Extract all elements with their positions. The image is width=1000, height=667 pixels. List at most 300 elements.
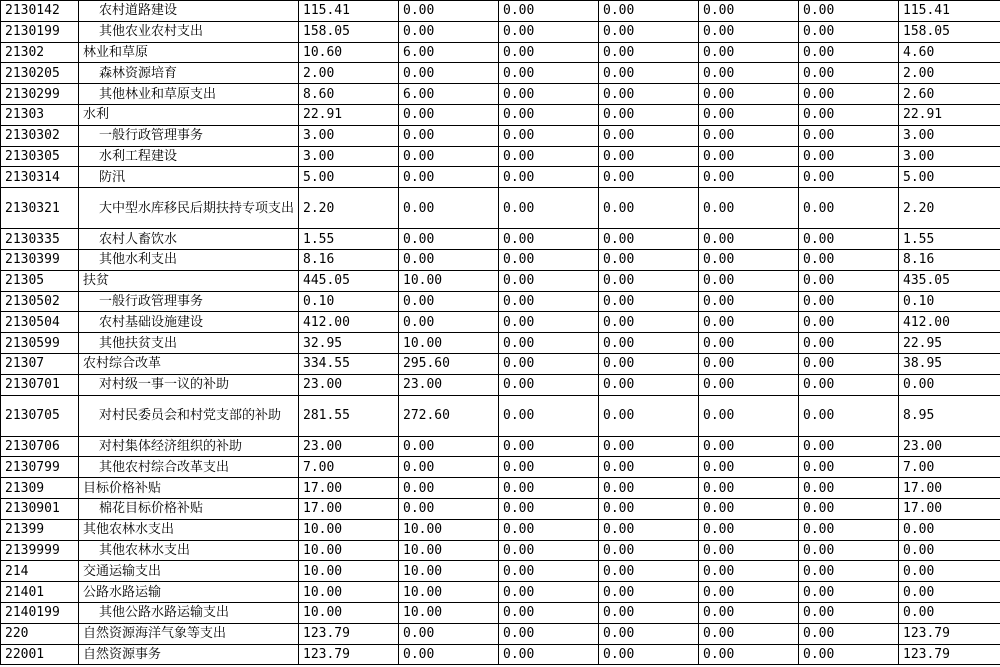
subject-code-cell: 2130302 xyxy=(1,125,79,146)
amount-cell: 0.00 xyxy=(699,125,799,146)
amount-cell: 0.00 xyxy=(499,540,599,561)
amount-cell: 0.00 xyxy=(699,249,799,270)
table-row xyxy=(1,498,1000,519)
amount-cell: 0.00 xyxy=(699,457,799,478)
table-row xyxy=(1,42,1000,63)
subject-code-cell: 2130299 xyxy=(1,84,79,105)
table-row xyxy=(1,21,1000,42)
amount-cell: 0.00 xyxy=(799,125,899,146)
amount-cell: 0.00 xyxy=(699,395,799,436)
table-row xyxy=(1,644,1000,665)
amount-cell: 38.95 xyxy=(899,353,1000,374)
subject-name-cell: 目标价格补贴 xyxy=(79,478,299,499)
amount-cell: 0.00 xyxy=(699,582,799,603)
table-row xyxy=(1,188,1000,229)
amount-cell: 7.00 xyxy=(899,457,1000,478)
amount-cell: 8.16 xyxy=(299,249,399,270)
amount-cell: 0.00 xyxy=(599,623,699,644)
amount-cell: 0.00 xyxy=(699,333,799,354)
subject-name-cell: 其他农林水支出 xyxy=(79,540,299,561)
amount-cell: 0.00 xyxy=(699,21,799,42)
amount-cell: 0.10 xyxy=(899,291,1000,312)
amount-cell: 22.91 xyxy=(299,104,399,125)
amount-cell: 10.00 xyxy=(299,582,399,603)
subject-name-cell: 一般行政管理事务 xyxy=(79,291,299,312)
amount-cell: 0.00 xyxy=(799,602,899,623)
amount-cell: 0.00 xyxy=(699,519,799,540)
amount-cell: 0.00 xyxy=(499,519,599,540)
amount-cell: 23.00 xyxy=(899,436,1000,457)
subject-code-cell: 21305 xyxy=(1,270,79,291)
amount-cell: 0.00 xyxy=(599,21,699,42)
amount-cell: 0.00 xyxy=(399,478,499,499)
amount-cell: 0.00 xyxy=(599,1,699,22)
subject-name-cell: 棉花目标价格补贴 xyxy=(79,498,299,519)
amount-cell: 0.00 xyxy=(599,436,699,457)
subject-name-cell: 公路水路运输 xyxy=(79,582,299,603)
table-row xyxy=(1,104,1000,125)
subject-name-cell: 森林资源培育 xyxy=(79,63,299,84)
amount-cell: 0.00 xyxy=(599,188,699,229)
amount-cell: 0.00 xyxy=(699,540,799,561)
amount-cell: 0.00 xyxy=(899,582,1000,603)
amount-cell: 0.00 xyxy=(799,623,899,644)
amount-cell: 0.00 xyxy=(499,229,599,250)
subject-name-cell: 水利工程建设 xyxy=(79,146,299,167)
table-row xyxy=(1,63,1000,84)
table-row xyxy=(1,146,1000,167)
amount-cell: 17.00 xyxy=(299,478,399,499)
amount-cell: 32.95 xyxy=(299,333,399,354)
amount-cell: 10.00 xyxy=(399,602,499,623)
amount-cell: 0.00 xyxy=(599,333,699,354)
subject-code-cell: 2130799 xyxy=(1,457,79,478)
amount-cell: 0.00 xyxy=(599,104,699,125)
amount-cell: 334.55 xyxy=(299,353,399,374)
table-row xyxy=(1,353,1000,374)
subject-name-cell: 对村集体经济组织的补助 xyxy=(79,436,299,457)
amount-cell: 0.00 xyxy=(399,498,499,519)
amount-cell: 0.00 xyxy=(899,540,1000,561)
amount-cell: 0.00 xyxy=(399,104,499,125)
amount-cell: 0.00 xyxy=(499,623,599,644)
amount-cell: 0.00 xyxy=(499,125,599,146)
amount-cell: 0.00 xyxy=(399,167,499,188)
amount-cell: 0.00 xyxy=(499,374,599,395)
amount-cell: 6.00 xyxy=(399,42,499,63)
table-row xyxy=(1,84,1000,105)
amount-cell: 17.00 xyxy=(899,498,1000,519)
amount-cell: 10.00 xyxy=(299,540,399,561)
amount-cell: 0.00 xyxy=(599,602,699,623)
amount-cell: 0.00 xyxy=(799,84,899,105)
amount-cell: 0.00 xyxy=(499,561,599,582)
amount-cell: 22.91 xyxy=(899,104,1000,125)
subject-code-cell: 2130321 xyxy=(1,188,79,229)
amount-cell: 0.00 xyxy=(699,104,799,125)
amount-cell: 0.00 xyxy=(899,374,1000,395)
amount-cell: 0.00 xyxy=(599,270,699,291)
amount-cell: 272.60 xyxy=(399,395,499,436)
amount-cell: 10.00 xyxy=(399,540,499,561)
amount-cell: 0.00 xyxy=(599,63,699,84)
amount-cell: 1.55 xyxy=(899,229,1000,250)
amount-cell: 0.00 xyxy=(799,498,899,519)
amount-cell: 0.00 xyxy=(499,188,599,229)
subject-name-cell: 其他扶贫支出 xyxy=(79,333,299,354)
amount-cell: 0.00 xyxy=(799,644,899,665)
amount-cell: 412.00 xyxy=(299,312,399,333)
amount-cell: 0.00 xyxy=(699,291,799,312)
amount-cell: 0.00 xyxy=(799,374,899,395)
amount-cell: 17.00 xyxy=(899,478,1000,499)
amount-cell: 445.05 xyxy=(299,270,399,291)
amount-cell: 0.00 xyxy=(499,498,599,519)
amount-cell: 7.00 xyxy=(299,457,399,478)
amount-cell: 0.00 xyxy=(699,270,799,291)
amount-cell: 0.00 xyxy=(799,519,899,540)
amount-cell: 0.00 xyxy=(499,333,599,354)
amount-cell: 0.00 xyxy=(499,167,599,188)
subject-code-cell: 21307 xyxy=(1,353,79,374)
amount-cell: 0.00 xyxy=(499,84,599,105)
amount-cell: 0.00 xyxy=(599,457,699,478)
subject-name-cell: 自然资源海洋气象等支出 xyxy=(79,623,299,644)
subject-name-cell: 对村级一事一议的补助 xyxy=(79,374,299,395)
amount-cell: 0.00 xyxy=(799,188,899,229)
amount-cell: 0.00 xyxy=(599,229,699,250)
amount-cell: 0.00 xyxy=(399,188,499,229)
amount-cell: 0.00 xyxy=(599,312,699,333)
subject-code-cell: 2140199 xyxy=(1,602,79,623)
amount-cell: 0.00 xyxy=(799,270,899,291)
amount-cell: 123.79 xyxy=(899,623,1000,644)
amount-cell: 3.00 xyxy=(899,125,1000,146)
amount-cell: 0.00 xyxy=(699,84,799,105)
amount-cell: 0.00 xyxy=(899,561,1000,582)
table-row xyxy=(1,602,1000,623)
amount-cell: 0.00 xyxy=(399,644,499,665)
subject-code-cell: 2139999 xyxy=(1,540,79,561)
amount-cell: 0.00 xyxy=(799,146,899,167)
table-row xyxy=(1,623,1000,644)
amount-cell: 0.00 xyxy=(799,291,899,312)
amount-cell: 17.00 xyxy=(299,498,399,519)
amount-cell: 0.00 xyxy=(599,146,699,167)
table-row xyxy=(1,395,1000,436)
amount-cell: 0.00 xyxy=(799,540,899,561)
table-row xyxy=(1,291,1000,312)
amount-cell: 10.00 xyxy=(399,582,499,603)
table-row xyxy=(1,540,1000,561)
amount-cell: 0.00 xyxy=(599,167,699,188)
table-row xyxy=(1,374,1000,395)
amount-cell: 0.00 xyxy=(399,1,499,22)
subject-code-cell: 2130205 xyxy=(1,63,79,84)
amount-cell: 0.00 xyxy=(499,249,599,270)
amount-cell: 0.00 xyxy=(699,1,799,22)
amount-cell: 0.00 xyxy=(499,644,599,665)
amount-cell: 3.00 xyxy=(299,125,399,146)
amount-cell: 10.00 xyxy=(399,561,499,582)
amount-cell: 0.00 xyxy=(499,312,599,333)
table-row xyxy=(1,125,1000,146)
amount-cell: 0.00 xyxy=(499,436,599,457)
amount-cell: 0.00 xyxy=(399,249,499,270)
table-row xyxy=(1,436,1000,457)
subject-code-cell: 21302 xyxy=(1,42,79,63)
subject-name-cell: 其他公路水路运输支出 xyxy=(79,602,299,623)
subject-name-cell: 其他农林水支出 xyxy=(79,519,299,540)
table-row xyxy=(1,519,1000,540)
amount-cell: 3.00 xyxy=(899,146,1000,167)
amount-cell: 0.00 xyxy=(799,104,899,125)
amount-cell: 0.00 xyxy=(799,436,899,457)
amount-cell: 0.00 xyxy=(599,291,699,312)
amount-cell: 22.95 xyxy=(899,333,1000,354)
subject-code-cell: 2130901 xyxy=(1,498,79,519)
amount-cell: 2.00 xyxy=(299,63,399,84)
amount-cell: 0.00 xyxy=(799,229,899,250)
amount-cell: 0.00 xyxy=(399,312,499,333)
amount-cell: 0.00 xyxy=(699,623,799,644)
amount-cell: 0.00 xyxy=(499,395,599,436)
amount-cell: 0.00 xyxy=(499,1,599,22)
amount-cell: 0.00 xyxy=(799,21,899,42)
amount-cell: 8.16 xyxy=(899,249,1000,270)
amount-cell: 0.10 xyxy=(299,291,399,312)
amount-cell: 0.00 xyxy=(599,42,699,63)
amount-cell: 0.00 xyxy=(399,229,499,250)
amount-cell: 0.00 xyxy=(699,602,799,623)
subject-code-cell: 2130706 xyxy=(1,436,79,457)
amount-cell: 0.00 xyxy=(499,21,599,42)
amount-cell: 281.55 xyxy=(299,395,399,436)
subject-name-cell: 对村民委员会和村党支部的补助 xyxy=(79,395,299,436)
amount-cell: 0.00 xyxy=(499,42,599,63)
table-row xyxy=(1,229,1000,250)
amount-cell: 0.00 xyxy=(499,146,599,167)
amount-cell: 0.00 xyxy=(799,312,899,333)
amount-cell: 0.00 xyxy=(499,602,599,623)
amount-cell: 0.00 xyxy=(699,167,799,188)
subject-code-cell: 2130705 xyxy=(1,395,79,436)
amount-cell: 0.00 xyxy=(799,353,899,374)
amount-cell: 4.60 xyxy=(899,42,1000,63)
amount-cell: 0.00 xyxy=(599,644,699,665)
table-row xyxy=(1,270,1000,291)
table-row xyxy=(1,1,1000,22)
amount-cell: 3.00 xyxy=(299,146,399,167)
amount-cell: 0.00 xyxy=(599,582,699,603)
amount-cell: 0.00 xyxy=(799,63,899,84)
amount-cell: 0.00 xyxy=(399,436,499,457)
amount-cell: 0.00 xyxy=(399,291,499,312)
amount-cell: 0.00 xyxy=(799,42,899,63)
subject-name-cell: 水利 xyxy=(79,104,299,125)
subject-name-cell: 其他农业农村支出 xyxy=(79,21,299,42)
amount-cell: 115.41 xyxy=(299,1,399,22)
amount-cell: 0.00 xyxy=(499,291,599,312)
amount-cell: 0.00 xyxy=(799,167,899,188)
amount-cell: 0.00 xyxy=(599,395,699,436)
amount-cell: 0.00 xyxy=(599,540,699,561)
amount-cell: 8.60 xyxy=(299,84,399,105)
amount-cell: 10.00 xyxy=(299,519,399,540)
subject-name-cell: 农村道路建设 xyxy=(79,1,299,22)
amount-cell: 0.00 xyxy=(799,457,899,478)
subject-code-cell: 21303 xyxy=(1,104,79,125)
subject-code-cell: 2130142 xyxy=(1,1,79,22)
amount-cell: 10.60 xyxy=(299,42,399,63)
subject-name-cell: 农村人畜饮水 xyxy=(79,229,299,250)
subject-code-cell: 2130305 xyxy=(1,146,79,167)
subject-code-cell: 21399 xyxy=(1,519,79,540)
amount-cell: 0.00 xyxy=(399,146,499,167)
amount-cell: 0.00 xyxy=(699,42,799,63)
amount-cell: 115.41 xyxy=(899,1,1000,22)
amount-cell: 10.00 xyxy=(299,602,399,623)
table-row xyxy=(1,312,1000,333)
subject-code-cell: 22001 xyxy=(1,644,79,665)
amount-cell: 23.00 xyxy=(299,436,399,457)
subject-name-cell: 防汛 xyxy=(79,167,299,188)
amount-cell: 123.79 xyxy=(299,623,399,644)
table-row xyxy=(1,333,1000,354)
table-row xyxy=(1,478,1000,499)
amount-cell: 0.00 xyxy=(399,125,499,146)
amount-cell: 0.00 xyxy=(599,353,699,374)
amount-cell: 0.00 xyxy=(799,478,899,499)
amount-cell: 0.00 xyxy=(799,333,899,354)
subject-name-cell: 交通运输支出 xyxy=(79,561,299,582)
amount-cell: 0.00 xyxy=(699,561,799,582)
amount-cell: 0.00 xyxy=(499,270,599,291)
subject-code-cell: 21309 xyxy=(1,478,79,499)
amount-cell: 0.00 xyxy=(599,84,699,105)
amount-cell: 10.00 xyxy=(299,561,399,582)
amount-cell: 295.60 xyxy=(399,353,499,374)
amount-cell: 1.55 xyxy=(299,229,399,250)
amount-cell: 0.00 xyxy=(499,63,599,84)
amount-cell: 23.00 xyxy=(299,374,399,395)
amount-cell: 2.00 xyxy=(899,63,1000,84)
subject-name-cell: 一般行政管理事务 xyxy=(79,125,299,146)
amount-cell: 0.00 xyxy=(799,582,899,603)
amount-cell: 10.00 xyxy=(399,519,499,540)
amount-cell: 0.00 xyxy=(599,478,699,499)
amount-cell: 2.20 xyxy=(899,188,1000,229)
amount-cell: 0.00 xyxy=(699,63,799,84)
amount-cell: 0.00 xyxy=(499,457,599,478)
amount-cell: 0.00 xyxy=(399,457,499,478)
subject-code-cell: 2130399 xyxy=(1,249,79,270)
amount-cell: 5.00 xyxy=(899,167,1000,188)
amount-cell: 0.00 xyxy=(499,478,599,499)
amount-cell: 0.00 xyxy=(699,478,799,499)
amount-cell: 5.00 xyxy=(299,167,399,188)
table-row xyxy=(1,561,1000,582)
amount-cell: 0.00 xyxy=(699,146,799,167)
amount-cell: 0.00 xyxy=(799,561,899,582)
subject-code-cell: 2130504 xyxy=(1,312,79,333)
amount-cell: 0.00 xyxy=(899,519,1000,540)
amount-cell: 0.00 xyxy=(599,561,699,582)
subject-code-cell: 2130335 xyxy=(1,229,79,250)
amount-cell: 0.00 xyxy=(699,188,799,229)
amount-cell: 0.00 xyxy=(699,644,799,665)
subject-code-cell: 2130199 xyxy=(1,21,79,42)
table-row xyxy=(1,582,1000,603)
subject-name-cell: 其他农村综合改革支出 xyxy=(79,457,299,478)
amount-cell: 6.00 xyxy=(399,84,499,105)
subject-code-cell: 220 xyxy=(1,623,79,644)
amount-cell: 0.00 xyxy=(599,125,699,146)
amount-cell: 0.00 xyxy=(699,498,799,519)
amount-cell: 0.00 xyxy=(499,582,599,603)
amount-cell: 0.00 xyxy=(699,353,799,374)
subject-name-cell: 林业和草原 xyxy=(79,42,299,63)
table-body xyxy=(1,1,1000,665)
amount-cell: 2.60 xyxy=(899,84,1000,105)
amount-cell: 0.00 xyxy=(799,395,899,436)
amount-cell: 2.20 xyxy=(299,188,399,229)
amount-cell: 123.79 xyxy=(299,644,399,665)
amount-cell: 0.00 xyxy=(499,104,599,125)
table-row xyxy=(1,249,1000,270)
amount-cell: 158.05 xyxy=(299,21,399,42)
amount-cell: 23.00 xyxy=(399,374,499,395)
amount-cell: 435.05 xyxy=(899,270,1000,291)
subject-name-cell: 扶贫 xyxy=(79,270,299,291)
amount-cell: 0.00 xyxy=(899,602,1000,623)
subject-name-cell: 农村基础设施建设 xyxy=(79,312,299,333)
table-row xyxy=(1,167,1000,188)
subject-name-cell: 自然资源事务 xyxy=(79,644,299,665)
amount-cell: 0.00 xyxy=(599,498,699,519)
subject-code-cell: 21401 xyxy=(1,582,79,603)
amount-cell: 158.05 xyxy=(899,21,1000,42)
amount-cell: 0.00 xyxy=(499,353,599,374)
table-row xyxy=(1,457,1000,478)
subject-code-cell: 2130701 xyxy=(1,374,79,395)
amount-cell: 0.00 xyxy=(399,21,499,42)
subject-code-cell: 2130314 xyxy=(1,167,79,188)
amount-cell: 0.00 xyxy=(699,229,799,250)
subject-code-cell: 2130502 xyxy=(1,291,79,312)
subject-name-cell: 其他林业和草原支出 xyxy=(79,84,299,105)
amount-cell: 10.00 xyxy=(399,270,499,291)
amount-cell: 10.00 xyxy=(399,333,499,354)
subject-name-cell: 大中型水库移民后期扶持专项支出 xyxy=(79,188,299,229)
amount-cell: 412.00 xyxy=(899,312,1000,333)
amount-cell: 0.00 xyxy=(699,312,799,333)
amount-cell: 0.00 xyxy=(399,623,499,644)
subject-name-cell: 农村综合改革 xyxy=(79,353,299,374)
amount-cell: 0.00 xyxy=(599,374,699,395)
amount-cell: 0.00 xyxy=(599,519,699,540)
subject-code-cell: 214 xyxy=(1,561,79,582)
amount-cell: 0.00 xyxy=(399,63,499,84)
amount-cell: 123.79 xyxy=(899,644,1000,665)
amount-cell: 8.95 xyxy=(899,395,1000,436)
amount-cell: 0.00 xyxy=(699,374,799,395)
amount-cell: 0.00 xyxy=(699,436,799,457)
subject-name-cell: 其他水利支出 xyxy=(79,249,299,270)
amount-cell: 0.00 xyxy=(799,1,899,22)
amount-cell: 0.00 xyxy=(599,249,699,270)
amount-cell: 0.00 xyxy=(799,249,899,270)
